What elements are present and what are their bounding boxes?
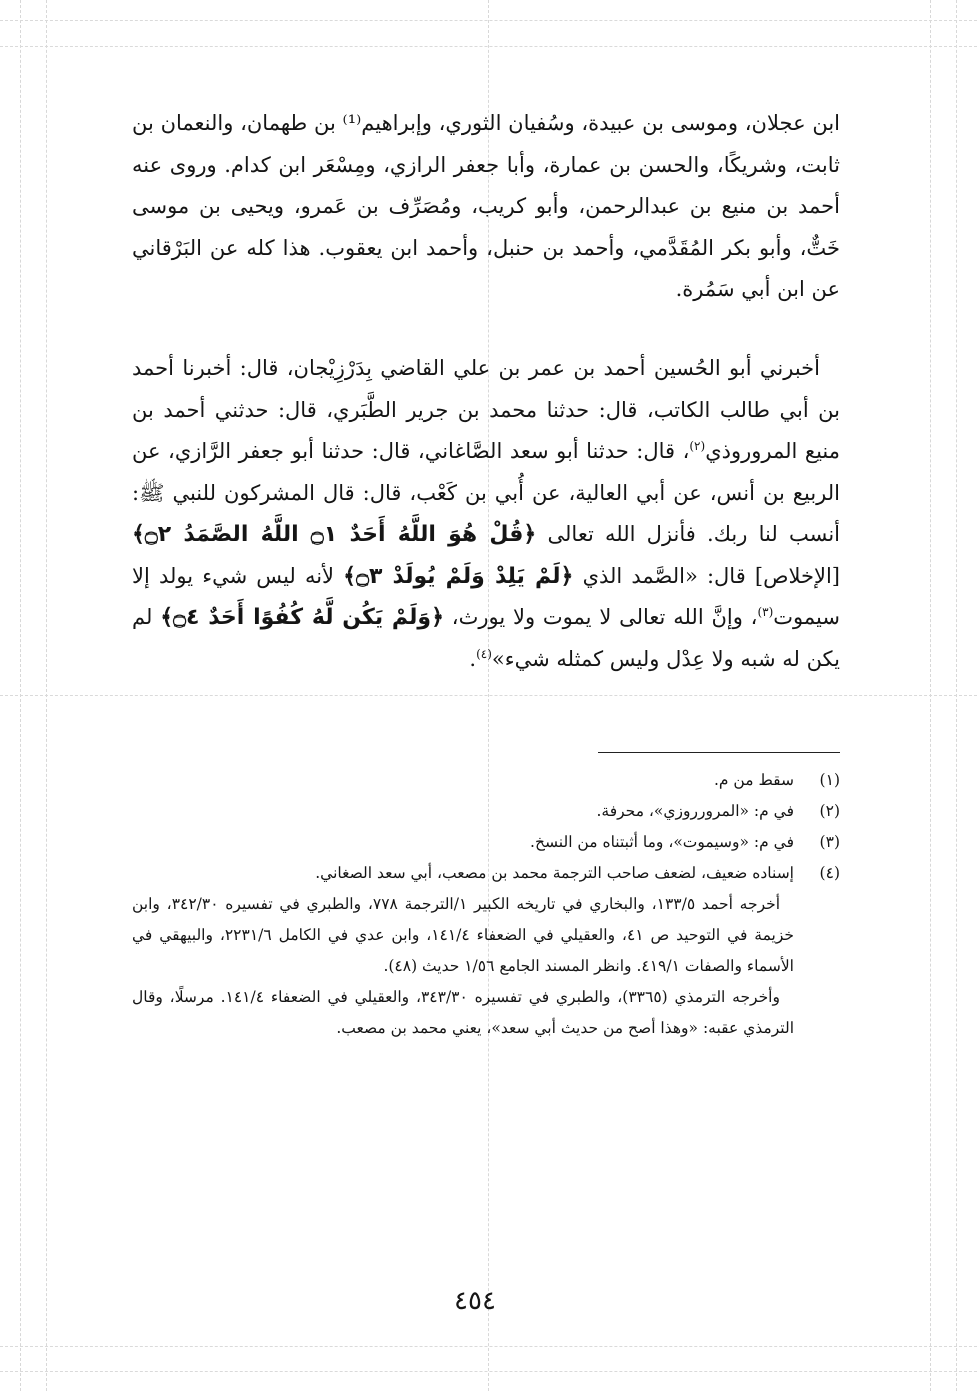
page-number: ٤٥٤ [454,1286,496,1316]
footnote-item [132,765,840,796]
guide-line [0,1371,977,1372]
footnote-number: (٢) [819,802,840,820]
footnote-text: إسناده ضعيف، لضعف صاحب الترجمة محمد بن مصعب، أبي سعد الصغاني. [315,864,794,882]
footnote-continuation-text: أخرجه أحمد ١٣٣/٥، والبخاري في تاريخه الكبير ١/الترجمة ٧٧٨، والطبري في تفسيره ٣٤٢/٣٠، وابن خزيمة في التوحيد ص ٤١، والعقيلي في الضعفاء ١٤١/٤، وابن عدي في الكامل ٢٢٣١/٦، والبيهقي في الأسماء والصفات ٤١٩/١. وانظر المسند الجامع ١/٥٦ حديث (٤٨). [132,895,794,975]
guide-line [0,1346,977,1347]
guide-line [0,46,977,47]
hadith-text-2: ، قال: حدثنا أبو سعد الصَّاغاني، قال: حدثنا أبو جعفر الرَّازي، عن الربيع بن أنس، عن أبي العالية، عن أُبي بن كَعْب، قال: قال المشركون للنبي ﷺ: أنسب لنا ربك. فأنزل الله تعالى [132,439,840,546]
footnote-continuation-text: وأخرجه الترمذي (٣٣٦٥)، والطبري في تفسيره ٣٤٣/٣٠، والعقيلي في الضعفاء ١٤١/٤. مرسلًا، وقال الترمذي عقبه: «وهذا أصح من حديث أبي سعد»، يعني محمد بن مصعب. [132,988,794,1037]
hadith-text-3: [الإخلاص] قال: «الصَّمد الذي [582,563,840,588]
hadith-text-6: لم يكن له شبه ولا عِدْل وليس كمثله شيء» [132,605,840,671]
paragraph-narrators: ابن عجلان، وموسى بن عبيدة، وسُفيان الثوري، وإبراهيم⁽¹⁾ بن طهمان، والنعمان بن ثابت، وشريكًا، والحسن بن عمارة، وأبا جعفر الرازي، ومِسْعَر ابن كدام. وروى عنه أحمد بن منيع بن عبدالرحمن، وأبو كريب، ومُصَرِّف بن عَمرو، ويحيى بن موسى خَتٌّ، وأبو بكر المُقَدَّمي، وأحمد بن حنبل، وأحمد ابن يعقوب. هذا كله عن البَرْقاني عن ابن أبي سَمُرة. [132,111,840,301]
footnote-separator [598,752,840,753]
footnote-text: في م: «المرورروزي»، محرفة. [596,802,794,820]
quran-verse-2: ﴿لَمْ يَلِدْ وَلَمْ يُولَدْ ۝٣﴾ [343,563,574,589]
footnote-item [132,858,840,889]
footnotes-section [132,765,840,1044]
footnote-number: (٣) [819,833,840,851]
footnote-item [132,827,840,858]
hadith-text-end: . [469,646,477,671]
hadith-text-4: لأنه ليس شيء يولد إلا سيموت [132,563,840,629]
guide-line [0,20,977,21]
footnote-ref-4: (٤) [476,646,492,661]
footnote-number: (٤) [819,864,840,882]
footnote-text: في م: «وسيموت»، وما أثبتناه من النسخ. [530,833,794,851]
footnote-ref-2: (٢) [689,439,706,453]
footnote-text: سقط من م. [713,771,794,789]
quran-verse-3: ﴿وَلَمْ يَكُن لَّهُ كُفُوًا أَحَدٌ ۝٤﴾ [160,605,444,630]
hadith-text-1: أخبرني أبو الحُسين أحمد بن عمر بن علي القاضي بِدَرْزِيْجان، قال: أخبرنا أحمد بن أبي طالب الكاتب، قال: حدثنا محمد بن جرير الطَّبَري، قال: حدثني أحمد بن منيع المروروذي [132,356,840,463]
footnote-item [132,796,840,827]
hadith-text-5: ، وإنَّ الله تعالى لا يموت ولا يورث، [451,605,758,629]
quran-verse-1: ﴿قُلْ هُوَ اللَّهُ أَحَدٌ ۝١ اللَّهُ الصَّمَدُ ۝٢﴾ [132,522,537,547]
footnote-ref-3: (٣) [757,605,774,619]
footnote-number: (١) [819,771,840,789]
footnote-continuation [132,982,794,1044]
paragraph-hadith [132,348,840,680]
guide-line [0,695,977,696]
footnote-continuation [132,889,794,982]
